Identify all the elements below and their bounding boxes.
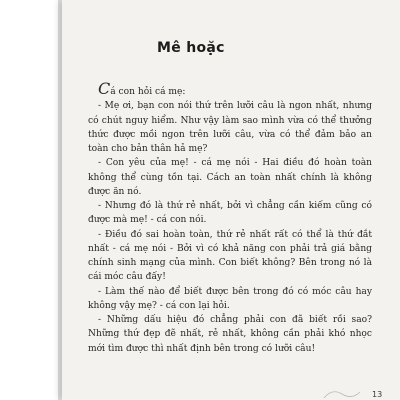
page-corner-ornament	[322, 386, 362, 400]
story-body	[88, 79, 372, 356]
paragraph: - Điều đó sai hoàn toàn, thứ rẻ nhất rất có thể là thứ đắt nhất - cá mẹ nói - Bởi vì có khả năng con phải trả giá bằng chính sinh mạng của mình. Con biết không? Bên trong nó là cái móc câu đấy!	[88, 229, 372, 283]
paragraph: - Nhưng đó là thứ rẻ nhất, bởi vì chẳng cần kiếm cũng có được mà mẹ! - cá con nói.	[88, 201, 372, 226]
opening-line	[88, 79, 372, 99]
drop-cap: C	[98, 79, 111, 98]
opening-line-rest: á con hỏi cá mẹ:	[110, 87, 186, 97]
paragraph: - Làm thế nào để biết được bên trong đó có móc câu hay không vậy mẹ? - cá con lại hỏi.	[88, 286, 372, 311]
paragraph: - Mẹ ơi, bạn con nói thứ trên lưỡi câu là ngon nhất, nhưng có chút nguy hiểm. Như vậy làm sao mình vừa có thể thưởng thức được mồi ngon trên lưỡi câu, vừa có thể đảm bảo an toàn cho bản thân hả mẹ?	[88, 101, 372, 154]
page-number: 13	[372, 390, 383, 399]
paragraph: - Con yêu của mẹ! - cá mẹ nói - Hai điều đó hoàn toàn không thể cùng tồn tại. Cách an toàn nhất chính là không được ăn nó.	[88, 158, 372, 197]
paragraph: - Những dấu hiệu đó chẳng phải con đã biết rồi sao? Những thứ đẹp đẽ nhất, rẻ nhất, không cần phải khó nhọc mới tìm được thì nhất định bên trong có lưỡi câu!	[88, 315, 372, 354]
chapter-title: Mê hoặc	[157, 40, 225, 56]
